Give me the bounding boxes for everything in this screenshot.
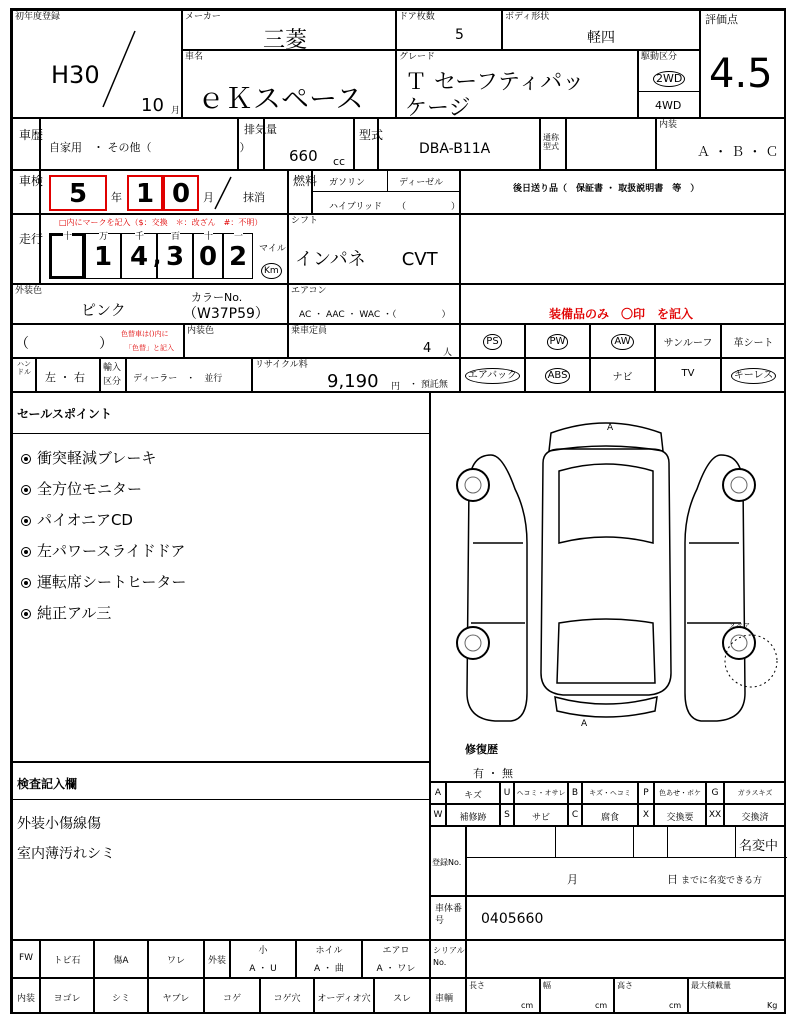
first-reg-month: 10 bbox=[141, 95, 164, 116]
odometer-digit-1: 1 bbox=[85, 233, 121, 279]
damage-legend bbox=[430, 782, 786, 826]
dims-label-cell bbox=[430, 978, 466, 1014]
equipment-cell bbox=[590, 358, 655, 392]
bottom-label: トビ石 bbox=[53, 956, 81, 966]
odometer-digit-4: 0 bbox=[193, 233, 223, 279]
legend-text: 補修跡 bbox=[459, 813, 487, 823]
exterior-color-cell bbox=[12, 284, 288, 324]
import-label: 輸入区分 bbox=[103, 363, 122, 387]
legend-cell bbox=[568, 782, 582, 804]
legend-cell bbox=[446, 804, 500, 826]
first-registration-cell bbox=[12, 10, 182, 118]
history-label-cell bbox=[12, 118, 44, 170]
reg-label-cell bbox=[430, 826, 466, 896]
mileage-cell bbox=[40, 214, 288, 284]
color-change-note1: 色替車は()内に bbox=[121, 330, 169, 338]
grade-cell bbox=[396, 50, 638, 121]
serial-label-cell bbox=[430, 940, 466, 978]
chassis-label-cell bbox=[430, 896, 466, 940]
recycle-deposit: ・ 預託無 bbox=[409, 380, 448, 390]
dimension-unit: cm bbox=[669, 1001, 682, 1010]
odometer-unit-2: 千 bbox=[135, 229, 144, 242]
mileage-note: □内にマークを記入（$：交換 ＊：改ざん #：不明） bbox=[59, 218, 263, 227]
bottom-cell bbox=[40, 940, 94, 978]
equipment-label: キーレス bbox=[722, 368, 785, 384]
sales-points-box bbox=[12, 392, 430, 762]
equipment-label: エアバック bbox=[461, 368, 524, 384]
drive-4wd: 4WD bbox=[655, 99, 682, 112]
documents-extra-cell bbox=[460, 214, 786, 284]
drive-2wd: 2WD bbox=[653, 71, 685, 87]
inspection-notes-title: 検査記入欄 bbox=[17, 777, 78, 791]
documents-value: 後日送り品（ 保証書 ・ 取扱説明書 等 ） bbox=[513, 184, 700, 194]
dimension-label: 幅 bbox=[543, 981, 551, 990]
fuel-label: 燃料 bbox=[293, 174, 318, 188]
aircon-label: エアコン bbox=[291, 286, 327, 296]
bottom-cell bbox=[12, 978, 40, 1014]
body-value: 軽四 bbox=[587, 30, 615, 46]
color-change-paren: （ ） bbox=[15, 336, 113, 352]
equipment-cell bbox=[525, 358, 590, 392]
bottom-label: 外装 bbox=[207, 956, 226, 966]
bottom-cell bbox=[94, 940, 148, 978]
color-change-note2: 「色替」と記入 bbox=[125, 344, 174, 352]
bottom-cell bbox=[148, 940, 204, 978]
equipment-label: ナビ bbox=[612, 372, 633, 383]
exterior-color-value: ピンク bbox=[81, 301, 126, 319]
inspection-note-1: 外装小傷線傷 bbox=[17, 816, 101, 832]
odometer-digit-3: 3 bbox=[157, 233, 193, 279]
reg-day: 日 bbox=[667, 873, 678, 886]
shift-cell bbox=[288, 214, 460, 284]
legend-cell bbox=[706, 782, 724, 804]
doors-value: 5 bbox=[455, 27, 464, 43]
equipment-label: PS bbox=[461, 334, 524, 350]
car-diagram-box bbox=[430, 392, 786, 782]
legend-text: XX bbox=[708, 810, 722, 820]
shift-label: シフト bbox=[291, 216, 319, 226]
dimension-cell bbox=[540, 978, 614, 1014]
inspection-note-2: 室内薄汚れシミ bbox=[17, 846, 115, 862]
legend-cell bbox=[568, 804, 582, 826]
chassis-label: 車体番号 bbox=[435, 904, 463, 926]
displacement-value: 660 bbox=[289, 147, 318, 165]
drive-cell bbox=[638, 50, 700, 118]
exterior-color-label: 外装色 bbox=[15, 286, 43, 296]
bullet-icon bbox=[21, 485, 31, 495]
grade-line2: ケージ bbox=[405, 96, 471, 121]
bottom-label: FW bbox=[18, 953, 34, 963]
legend-text: P bbox=[643, 788, 649, 798]
legend-text: 色あせ・ボケ bbox=[659, 789, 701, 797]
dimensions-row bbox=[466, 978, 786, 1014]
bottom-head: エアロ bbox=[382, 946, 410, 956]
bottom-cell bbox=[40, 978, 94, 1014]
bottom-cell bbox=[260, 978, 314, 1014]
diagram-mark-bottom: A bbox=[581, 719, 588, 729]
equipment-cell bbox=[460, 358, 525, 392]
legend-text: W bbox=[433, 810, 443, 820]
car-body-diagram bbox=[431, 393, 785, 781]
equipment-row-1 bbox=[460, 324, 786, 358]
fuel-diesel: ディーゼル bbox=[399, 178, 444, 188]
mileage-km: Km bbox=[261, 263, 282, 279]
fuel-cell bbox=[312, 170, 460, 214]
equipment-label: PW bbox=[526, 334, 589, 350]
reg-cell bbox=[466, 826, 786, 896]
legend-cell bbox=[446, 782, 500, 804]
bottom-row-exterior bbox=[12, 940, 430, 978]
equipment-cell bbox=[525, 324, 590, 358]
legend-text: 腐食 bbox=[600, 813, 619, 823]
chassis-cell bbox=[466, 896, 786, 940]
equipment-label: 革シート bbox=[733, 338, 774, 349]
color-no-label: カラーNo. bbox=[191, 291, 243, 304]
legend-text: キズ bbox=[464, 791, 482, 801]
interior-grade-cell bbox=[656, 118, 786, 170]
bullet-icon bbox=[21, 578, 31, 588]
legend-text: キズ・ヘコミ bbox=[589, 789, 631, 797]
legend-cell bbox=[514, 782, 568, 804]
body-cell bbox=[502, 10, 700, 50]
sales-point-item: 左パワースライドドア bbox=[21, 540, 185, 561]
equipment-cell bbox=[460, 324, 525, 358]
mileage-unit: マイル bbox=[259, 244, 286, 254]
body-label: ボディ形状 bbox=[505, 12, 550, 22]
dimension-unit: cm bbox=[521, 1001, 534, 1010]
documents-cell bbox=[460, 170, 786, 214]
legend-cell bbox=[724, 804, 786, 826]
legend-cell bbox=[706, 804, 724, 826]
inspection-notes-box bbox=[12, 762, 430, 940]
equipment-label: AW bbox=[591, 334, 654, 350]
inspection-year-unit: 年 bbox=[111, 191, 122, 204]
maker-label: メーカー bbox=[185, 12, 221, 22]
diagram-mark-top: A bbox=[607, 423, 614, 433]
equipment-cell bbox=[655, 324, 721, 358]
spare-label: スペア bbox=[729, 622, 750, 630]
capacity-cell bbox=[288, 324, 460, 358]
bottom-label: ワレ bbox=[166, 956, 185, 966]
odometer-unit-4: 十 bbox=[204, 229, 213, 242]
sales-point-item: 全方位モニター bbox=[21, 478, 142, 499]
bottom-label: 傷A bbox=[113, 956, 129, 966]
bottom-cell bbox=[230, 940, 296, 978]
dimension-cell bbox=[688, 978, 786, 1014]
serial-cell bbox=[466, 940, 786, 978]
legend-text: ヘコミ・オサレ bbox=[516, 789, 566, 797]
model-label-cell bbox=[354, 118, 384, 170]
dimension-cell bbox=[466, 978, 540, 1014]
common-model-label: 通称型式 bbox=[543, 133, 559, 151]
displacement-label: 排気量 bbox=[244, 123, 277, 136]
bullet-icon bbox=[21, 516, 31, 526]
equipment-label: ABS bbox=[526, 368, 589, 384]
legend-cell bbox=[500, 804, 514, 826]
bottom-label: オーディオ穴 bbox=[317, 994, 371, 1004]
legend-text: G bbox=[711, 788, 719, 798]
recycle-cell bbox=[252, 358, 460, 392]
grade-label: グレード bbox=[399, 52, 436, 62]
legend-cell bbox=[430, 804, 446, 826]
bottom-label: ヨゴレ bbox=[53, 994, 81, 1004]
handle-label-cell bbox=[12, 358, 36, 392]
odometer-unit-0: 十 bbox=[63, 229, 72, 242]
dimension-label: 最大積載量 bbox=[691, 981, 731, 990]
import-cell bbox=[126, 358, 252, 392]
first-reg-month-unit: 月 bbox=[171, 106, 181, 116]
interior-grade-value: Ａ ・ Ｂ ・ Ｃ bbox=[697, 145, 779, 160]
dimension-cell bbox=[614, 978, 688, 1014]
bottom-head: ホイル bbox=[315, 946, 343, 956]
first-reg-year: H30 bbox=[51, 61, 100, 89]
import-label-cell bbox=[100, 358, 126, 392]
bullet-icon bbox=[21, 609, 31, 619]
legend-text: ガラスキズ bbox=[737, 789, 773, 797]
legend-text: S bbox=[504, 810, 510, 820]
recycle-value: 9,190 bbox=[327, 371, 379, 392]
history-label: 車歴 bbox=[19, 128, 44, 142]
inspection-month-unit: 月 bbox=[203, 191, 214, 204]
legend-text: C bbox=[571, 810, 579, 820]
common-model-label-cell bbox=[540, 118, 566, 170]
equipment-label: TV bbox=[681, 368, 695, 379]
history-value: 自家用 ・ その他（ ） bbox=[49, 141, 251, 154]
mileage-label: 走行 bbox=[19, 232, 44, 246]
sales-points-title: セールスポイント bbox=[17, 407, 112, 421]
bottom-cell bbox=[362, 940, 430, 978]
sales-point-item: パイオニアCD bbox=[21, 509, 133, 530]
inspection-month-tens: 1 bbox=[135, 179, 155, 209]
common-model-cell bbox=[566, 118, 656, 170]
maker-cell bbox=[182, 10, 396, 53]
bottom-head: 小 bbox=[258, 946, 268, 956]
maker-value: 三菱 bbox=[263, 28, 308, 53]
color-change-cell bbox=[12, 324, 184, 358]
first-reg-label: 初年度登録 bbox=[15, 12, 61, 22]
legend-cell bbox=[500, 782, 514, 804]
inspection-month-ones: 0 bbox=[171, 179, 191, 209]
capacity-value: 4 bbox=[423, 341, 432, 356]
legend-text: 交換要 bbox=[666, 813, 694, 823]
equipment-cell bbox=[721, 358, 786, 392]
displacement-unit: cc bbox=[333, 155, 346, 168]
bottom-label: スレ bbox=[392, 994, 411, 1004]
score-label: 評価点 bbox=[705, 13, 738, 26]
mileage-label-cell bbox=[12, 214, 44, 284]
equipment-title: 装備品のみ 〇印 を記入 bbox=[549, 307, 694, 321]
aircon-cell bbox=[288, 284, 460, 324]
inspection-year: 5 bbox=[68, 179, 88, 209]
dimension-unit: cm bbox=[595, 1001, 608, 1010]
bottom-cell bbox=[296, 940, 362, 978]
recycle-unit: 円 bbox=[391, 382, 401, 392]
import-value: ディーラー ・ 並行 bbox=[133, 374, 223, 384]
sales-point-item: 純正アル三 bbox=[21, 602, 111, 623]
car-name-label: 車名 bbox=[185, 52, 204, 62]
doors-cell bbox=[396, 10, 502, 50]
legend-cell bbox=[638, 804, 654, 826]
history-cell bbox=[40, 118, 251, 170]
fuel-gasoline: ガソリン bbox=[329, 178, 366, 188]
legend-cell bbox=[654, 804, 706, 826]
reg-month: 月 bbox=[567, 873, 578, 886]
bottom-cell bbox=[204, 940, 230, 978]
model-value: DBA-B11A bbox=[419, 141, 491, 157]
legend-text: U bbox=[503, 788, 511, 798]
odometer-unit-1: 万 bbox=[99, 229, 108, 242]
displacement-label-cell bbox=[238, 118, 277, 170]
bottom-row-interior bbox=[12, 978, 430, 1014]
legend-text: X bbox=[642, 810, 650, 820]
appraisal-sheet bbox=[10, 8, 786, 1014]
bullet-icon bbox=[21, 454, 31, 464]
car-name-cell bbox=[182, 50, 396, 118]
legend-text: サビ bbox=[531, 813, 550, 823]
inspection-label-cell bbox=[12, 170, 44, 214]
dims-label: 車輌 bbox=[435, 994, 454, 1004]
odometer-separator: , bbox=[153, 245, 162, 270]
aircon-value: AC ・ AAC ・ WAC ・（ ） bbox=[299, 310, 451, 320]
bottom-cell bbox=[12, 940, 40, 978]
bottom-label: シミ bbox=[111, 994, 130, 1004]
fuel-hybrid: ハイブリッド bbox=[329, 202, 383, 212]
equipment-row-2 bbox=[460, 358, 786, 392]
inspection-label: 車検 bbox=[19, 174, 44, 188]
handle-value: 左 ・ 右 bbox=[45, 371, 85, 384]
inspection-erase: 抹消 bbox=[243, 191, 265, 204]
legend-cell bbox=[430, 782, 446, 804]
bottom-cell bbox=[374, 978, 430, 1014]
name-change-pending: 名変中 bbox=[739, 839, 779, 854]
score-value: 4.5 bbox=[709, 51, 773, 97]
sales-point-item: 運転席シートヒーター bbox=[21, 571, 186, 592]
bottom-value: A ・ ワレ bbox=[376, 964, 416, 974]
legend-cell bbox=[582, 804, 638, 826]
bottom-value: A ・ 曲 bbox=[314, 964, 344, 974]
model-cell bbox=[378, 118, 540, 170]
dimension-unit: Kg bbox=[767, 1001, 778, 1010]
repair-history-value: 有 ・ 無 bbox=[473, 767, 513, 780]
grade-line1: Ｔ セーフティパッ bbox=[405, 70, 585, 95]
bottom-cell bbox=[314, 978, 374, 1014]
bottom-label: コゲ bbox=[222, 994, 241, 1004]
equipment-cell bbox=[721, 324, 786, 358]
reg-label: 登録No. bbox=[432, 858, 462, 867]
inspection-cell bbox=[40, 170, 288, 214]
interior-color-label: 内装色 bbox=[187, 326, 215, 336]
equipment-cell bbox=[590, 324, 655, 358]
capacity-unit: 人 bbox=[443, 348, 453, 358]
score-cell bbox=[700, 10, 786, 118]
legend-cell bbox=[582, 782, 638, 804]
bottom-label: コゲ穴 bbox=[273, 994, 301, 1004]
interior-label: 内装 bbox=[659, 120, 678, 130]
fuel-label-cell bbox=[288, 170, 318, 214]
handle-label: ハンドル bbox=[17, 360, 31, 376]
interior-color-cell bbox=[184, 324, 288, 358]
legend-text: A bbox=[434, 788, 442, 798]
legend-cell bbox=[654, 782, 706, 804]
equipment-label: サンルーフ bbox=[663, 338, 713, 349]
capacity-label: 乗車定員 bbox=[291, 326, 328, 336]
bottom-label: 内装 bbox=[16, 994, 35, 1004]
repair-history-title: 修復歴 bbox=[465, 743, 498, 756]
bottom-label: ヤブレ bbox=[162, 994, 190, 1004]
bottom-cell bbox=[94, 978, 148, 1014]
bullet-icon bbox=[21, 547, 31, 557]
bottom-cell bbox=[148, 978, 204, 1014]
legend-cell bbox=[514, 804, 568, 826]
legend-cell bbox=[724, 782, 786, 804]
handle-cell bbox=[36, 358, 100, 392]
car-name-value: ｅＫスペース bbox=[197, 82, 364, 115]
odometer-digit-5: 2 bbox=[223, 233, 253, 279]
fuel-other: （ ） bbox=[397, 202, 461, 212]
odometer-digit-2: 4 bbox=[121, 233, 157, 279]
recycle-label: リサイクル料 bbox=[255, 360, 308, 370]
legend-cell bbox=[638, 782, 654, 804]
bottom-value: A ・ U bbox=[249, 964, 277, 974]
model-label: 型式 bbox=[359, 128, 384, 142]
dimension-label: 長さ bbox=[469, 981, 485, 990]
doors-label: ドア枚数 bbox=[399, 12, 435, 22]
legend-text: 交換済 bbox=[741, 813, 769, 823]
legend-text: B bbox=[571, 788, 579, 798]
sales-point-item: 衝突軽減ブレーキ bbox=[21, 447, 156, 468]
serial-label: シリアルNo. bbox=[433, 946, 465, 967]
odometer-unit-3: 百 bbox=[171, 229, 180, 242]
drive-label: 駆動区分 bbox=[641, 52, 678, 62]
chassis-value: 0405660 bbox=[481, 911, 544, 927]
shift-value: インパネ CVT bbox=[295, 249, 438, 270]
odometer-unit-5: 一 bbox=[234, 229, 243, 242]
equipment-title-cell bbox=[460, 284, 786, 324]
dimension-label: 高さ bbox=[617, 981, 633, 990]
color-no-value: （W37P59） bbox=[183, 306, 269, 322]
equipment-cell bbox=[655, 358, 721, 392]
bottom-cell bbox=[204, 978, 260, 1014]
reg-until: までに名変できる方 bbox=[681, 876, 763, 886]
displacement-cell bbox=[264, 118, 354, 170]
